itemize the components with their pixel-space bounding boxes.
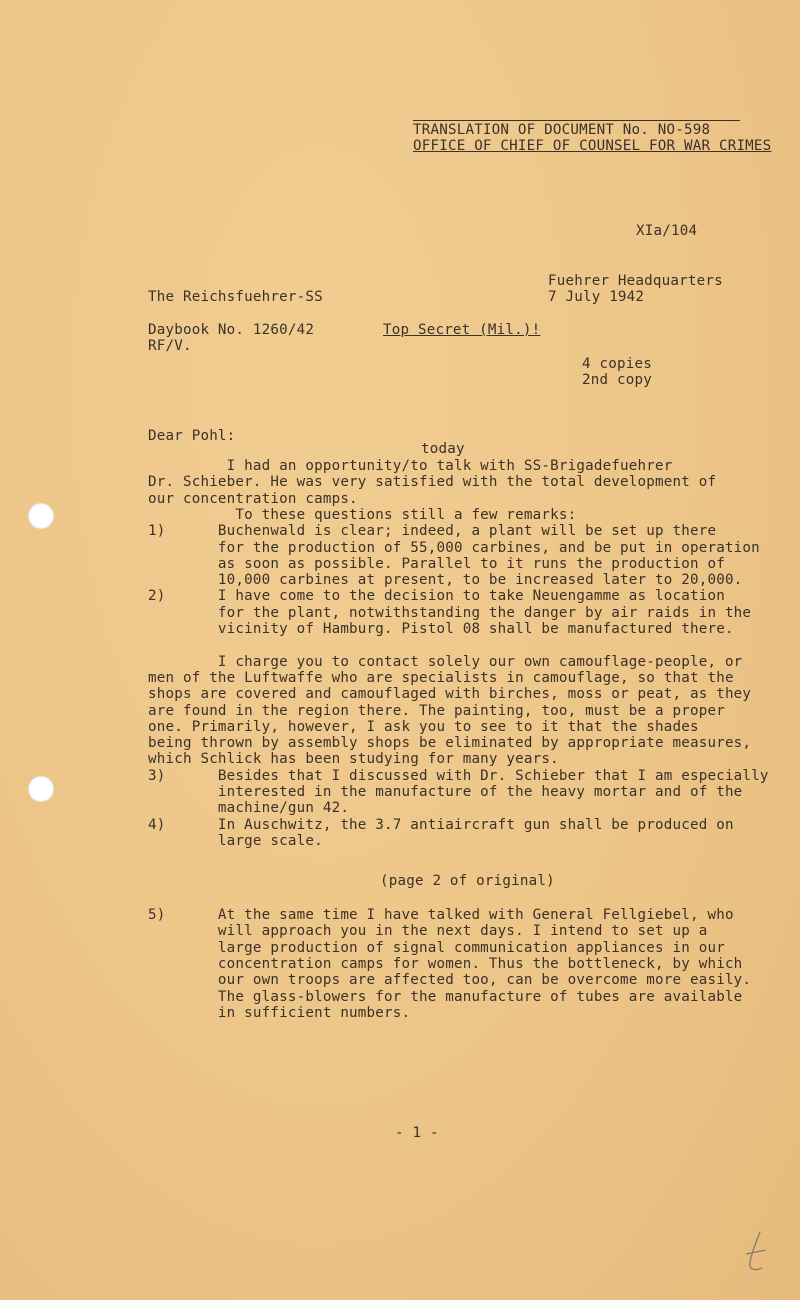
body-line: will approach you in the next days. I intend to set up a bbox=[148, 923, 708, 940]
body-line: being thrown by assembly shops be eliminated by appropriate measures, bbox=[148, 735, 752, 752]
body-line: in sufficient numbers. bbox=[148, 1004, 411, 1021]
body-line: 5) At the same time I have talked with General Fellgiebel, who bbox=[148, 907, 734, 923]
body-line: which Schlick has been studying for many years. bbox=[148, 751, 559, 768]
body-line: one. Primarily, however, I ask you to see to it that the shades bbox=[148, 718, 699, 735]
handwritten-mark bbox=[738, 1228, 778, 1278]
header-line-1: TRANSLATION OF DOCUMENT No. NO-598 bbox=[413, 122, 711, 138]
copy-number: 2nd copy bbox=[582, 372, 652, 388]
body-line: large production of signal communication appliances in our bbox=[148, 939, 725, 956]
body-line: 3) Besides that I discussed with Dr. Schieber that I am especially bbox=[148, 767, 769, 784]
file-reference: XIa/104 bbox=[636, 223, 698, 239]
page-note: (page 2 of original) bbox=[380, 873, 555, 889]
header-rule bbox=[413, 120, 740, 121]
body-line: 2) I have come to the decision to take Neuengamme as location bbox=[148, 588, 725, 605]
sender: The Reichsfuehrer-SS bbox=[148, 289, 323, 305]
salutation: Dear Pohl: bbox=[148, 428, 236, 444]
classification-stamp: Top Secret (Mil.)! bbox=[383, 322, 541, 338]
body-line: The glass-blowers for the manufacture of tubes are available bbox=[148, 988, 743, 1005]
body-line: To these questions still a few remarks: bbox=[148, 506, 577, 523]
body-line: are found in the region there. The painting, too, must be a proper bbox=[148, 702, 725, 719]
body-line: for the plant, notwithstanding the danger by air raids in the bbox=[148, 604, 752, 621]
body-line: for the production of 55,000 carbines, and be put in operation bbox=[148, 539, 760, 556]
body-line: as soon as possible. Parallel to it runs the production of bbox=[148, 555, 725, 572]
header-line-2: OFFICE OF CHIEF OF COUNSEL FOR WAR CRIMES bbox=[413, 138, 772, 154]
body-line: interested in the manufacture of the heavy mortar and of the bbox=[148, 784, 743, 800]
date: 7 July 1942 bbox=[548, 289, 645, 305]
body-line: men of the Luftwaffe who are specialists in camouflage, so that the bbox=[148, 669, 734, 686]
punch-hole-bottom bbox=[28, 776, 54, 802]
handwritten-insertion: today bbox=[421, 441, 465, 457]
body-line: large scale. bbox=[148, 832, 323, 849]
body-line: 10,000 carbines at present, to be increased later to 20,000. bbox=[148, 572, 743, 589]
body-line: concentration camps for women. Thus the bottleneck, by which bbox=[148, 955, 743, 972]
daybook-number: Daybook No. 1260/42 bbox=[148, 322, 315, 338]
page-number: - 1 - bbox=[395, 1125, 439, 1141]
body-line: I charge you to contact solely our own camouflage-people, or bbox=[148, 653, 743, 670]
body-line: our own troops are affected too, can be overcome more easily. bbox=[148, 972, 752, 989]
body-line: 4) In Auschwitz, the 3.7 antiaircraft gun shall be produced on bbox=[148, 816, 734, 833]
body-line: machine/gun 42. bbox=[148, 800, 350, 817]
body-line: Dr. Schieber. He was very satisfied with the total development of bbox=[148, 474, 717, 491]
body-line: our concentration camps. bbox=[148, 490, 358, 507]
body-line: I had an opportunity/to talk with SS-Brigadefuehrer bbox=[148, 458, 673, 474]
place: Fuehrer Headquarters bbox=[548, 273, 723, 289]
body-line: 1) Buchenwald is clear; indeed, a plant will be set up there bbox=[148, 523, 717, 540]
daybook-reference: RF/V. bbox=[148, 338, 192, 354]
body-line: vicinity of Hamburg. Pistol 08 shall be manufactured there. bbox=[148, 621, 734, 637]
copies-count: 4 copies bbox=[582, 356, 652, 372]
punch-hole-top bbox=[28, 503, 54, 529]
body-line: shops are covered and camouflaged with birches, moss or peat, as they bbox=[148, 686, 752, 703]
